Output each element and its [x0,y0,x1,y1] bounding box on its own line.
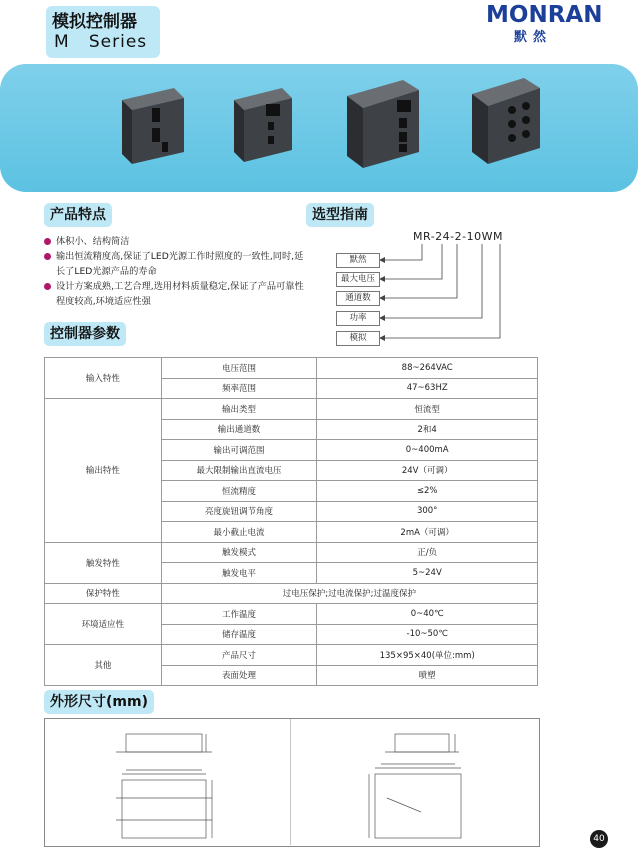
dimension-drawing-right [291,718,538,845]
table-row [45,399,538,420]
param-name: 频率范围 [161,378,317,399]
param-value: -10~50℃ [317,624,538,645]
param-value: 300° [317,501,538,522]
table-row [45,645,538,666]
param-name: 触发模式 [161,542,317,563]
param-name: 储存温度 [161,624,317,645]
features-heading: 产品特点 [44,203,112,227]
selection-label-brand: 默然 [336,253,380,268]
param-name: 输出通道数 [161,419,317,440]
page-subtitle: M Series [54,32,148,52]
dimensions-heading: 外形尺寸(mm) [44,690,154,714]
param-value: 过电压保护;过电流保护;过温度保护 [161,583,537,604]
param-value: 恒流型 [317,399,538,420]
group-cell: 触发特性 [45,542,162,583]
param-name: 输出可调范围 [161,440,317,461]
param-value: 47~63HZ [317,378,538,399]
param-value: 2mA（可调） [317,522,538,543]
table-row [45,604,538,625]
param-value: 正/负 [317,542,538,563]
param-name: 恒流精度 [161,481,317,502]
selection-label-channels: 通道数 [336,291,380,306]
table-row [45,358,538,379]
selection-label-voltage: 最大电压 [336,272,380,287]
group-cell: 输出特性 [45,399,162,543]
param-value: 88~264VAC [317,358,538,379]
selection-connectors [0,0,638,360]
selection-label-power: 功率 [336,311,380,326]
params-heading: 控制器参数 [44,322,126,346]
page-title: 模拟控制器 [52,12,137,32]
params-table [44,357,538,686]
param-value: 135×95×40(单位:mm) [317,645,538,666]
feature-text: 输出恒流精度高,保证了LED光源工作时照度的一致性,同时,延长了LED光源产品的寿命 [56,251,304,277]
group-cell: 输入特性 [45,358,162,399]
logo-chinese: 默然 [514,30,553,45]
param-name: 最小截止电流 [161,522,317,543]
param-value: 0~400mA [317,440,538,461]
param-name: 表面处理 [161,665,317,686]
group-cell: 保护特性 [45,583,162,604]
param-value: 24V（可调） [317,460,538,481]
dimension-drawing-left [44,718,291,845]
group-cell: 其他 [45,645,162,686]
param-name: 工作温度 [161,604,317,625]
param-name: 亮度旋钮调节角度 [161,501,317,522]
table-row [45,583,538,604]
group-cell: 环境适应性 [45,604,162,645]
param-name: 最大限制输出直流电压 [161,460,317,481]
feature-text: 体积小、结构简洁 [56,236,130,247]
model-code: MR-24-2-10WM [413,230,503,243]
selection-label-analog: 模拟 [336,331,380,346]
param-value: 0~40℃ [317,604,538,625]
param-name: 触发电平 [161,563,317,584]
selection-heading: 选型指南 [306,203,374,227]
param-value: 5~24V [317,563,538,584]
param-value: 2和4 [317,419,538,440]
param-name: 输出类型 [161,399,317,420]
param-name: 电压范围 [161,358,317,379]
page-number: 40 [590,830,608,848]
table-row [45,542,538,563]
param-name: 产品尺寸 [161,645,317,666]
feature-text: 设计方案成熟,工艺合理,选用材料质量稳定,保证了产品可靠性程度较高,环境适应性强 [56,281,304,307]
param-value: ≤2% [317,481,538,502]
logo-wordmark: MONRAN [486,2,603,28]
param-value: 喷塑 [317,665,538,686]
